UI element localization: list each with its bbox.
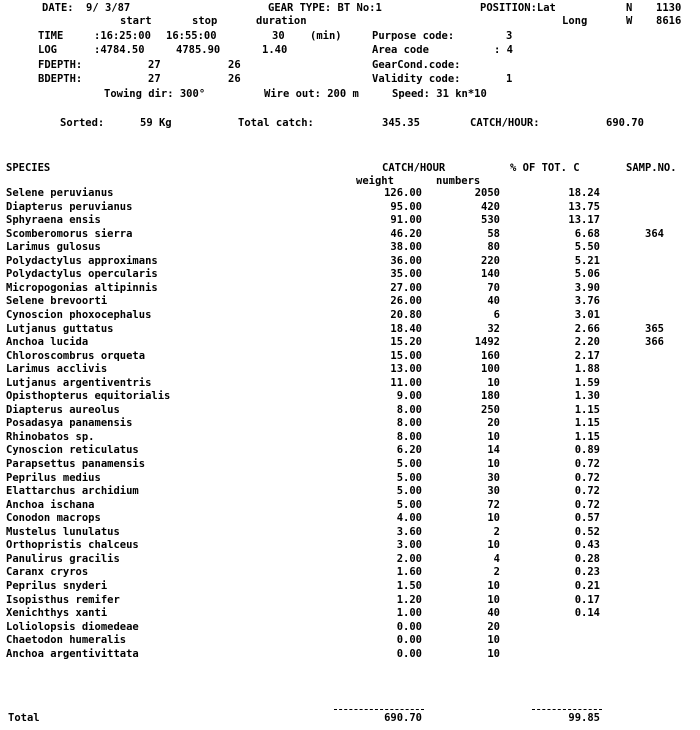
catch-numbers: 58 bbox=[487, 228, 500, 240]
catch-numbers: 20 bbox=[487, 621, 500, 633]
date-value: 9/ 3/87 bbox=[86, 2, 131, 14]
catch-numbers: 160 bbox=[481, 350, 500, 362]
lat-hemisphere: N bbox=[626, 2, 633, 14]
total-weight: 690.70 bbox=[384, 712, 422, 724]
species-name: Parapsettus panamensis bbox=[6, 458, 146, 470]
pct-of-total: 0.72 bbox=[574, 458, 600, 470]
pct-of-total: 18.24 bbox=[568, 187, 600, 199]
catch-numbers: 140 bbox=[481, 268, 500, 280]
catch-weight: 0.00 bbox=[396, 648, 422, 660]
catch-weight: 20.80 bbox=[390, 309, 422, 321]
pct-of-total: 2.20 bbox=[574, 336, 600, 348]
species-name: Panulirus gracilis bbox=[6, 553, 120, 565]
species-name: Cynoscion phoxocephalus bbox=[6, 309, 152, 321]
catch-weight: 91.00 bbox=[390, 214, 422, 226]
catch-weight: 6.20 bbox=[396, 444, 422, 456]
col-duration: duration bbox=[256, 15, 307, 27]
catch-numbers: 2050 bbox=[474, 187, 500, 199]
catch-weight: 8.00 bbox=[396, 431, 422, 443]
catch-weight: 5.00 bbox=[396, 458, 422, 470]
long-hemisphere: W bbox=[626, 15, 633, 27]
catch-weight: 15.00 bbox=[390, 350, 422, 362]
catch-numbers: 10 bbox=[487, 594, 500, 606]
pct-of-total: 1.15 bbox=[574, 404, 600, 416]
catch-weight: 46.20 bbox=[390, 228, 422, 240]
species-name: Larimus acclivis bbox=[6, 363, 108, 375]
species-name: Rhinobatos sp. bbox=[6, 431, 95, 443]
catch-numbers: 14 bbox=[487, 444, 500, 456]
species-name: Anchoa argentivittata bbox=[6, 648, 139, 660]
species-name: Conodon macrops bbox=[6, 512, 101, 524]
catch-numbers: 40 bbox=[487, 607, 500, 619]
species-name: Chaetodon humeralis bbox=[6, 634, 127, 646]
catch-numbers: 4 bbox=[493, 553, 500, 565]
wire-out: Wire out: 200 m bbox=[264, 88, 359, 100]
sorted-value: 59 Kg bbox=[140, 117, 172, 129]
catch-weight: 0.00 bbox=[396, 634, 422, 646]
catch-numbers: 10 bbox=[487, 431, 500, 443]
catch-weight: 5.00 bbox=[396, 499, 422, 511]
col-weight: weight bbox=[356, 175, 394, 187]
pct-of-total: 3.90 bbox=[574, 282, 600, 294]
species-name: Xenichthys xanti bbox=[6, 607, 108, 619]
species-name: Scomberomorus sierra bbox=[6, 228, 133, 240]
catch-numbers: 1492 bbox=[474, 336, 500, 348]
catch-weight: 18.40 bbox=[390, 323, 422, 335]
species-name: Micropogonias altipinnis bbox=[6, 282, 158, 294]
log-duration: 1.40 bbox=[262, 44, 288, 56]
catch-weight: 1.00 bbox=[396, 607, 422, 619]
time-unit: (min) bbox=[310, 30, 342, 42]
species-name: Selene brevoorti bbox=[6, 295, 108, 307]
species-name: Orthopristis chalceus bbox=[6, 539, 139, 551]
catch-numbers: 20 bbox=[487, 417, 500, 429]
area-label: Area code bbox=[372, 44, 429, 56]
catch-numbers: 72 bbox=[487, 499, 500, 511]
col-start: start bbox=[120, 15, 152, 27]
catch-hour-label: CATCH/HOUR: bbox=[470, 117, 540, 129]
bdepth-stop: 26 bbox=[228, 73, 241, 85]
time-stop: 16:55:00 bbox=[166, 30, 217, 42]
species-name: Isopisthus remifer bbox=[6, 594, 120, 606]
pct-of-total: 0.72 bbox=[574, 499, 600, 511]
pct-of-total: 5.50 bbox=[574, 241, 600, 253]
purpose-label: Purpose code: bbox=[372, 30, 455, 42]
catch-weight: 5.00 bbox=[396, 472, 422, 484]
pct-of-total: 0.14 bbox=[574, 607, 600, 619]
catch-numbers: 2 bbox=[493, 566, 500, 578]
pct-of-total: 0.43 bbox=[574, 539, 600, 551]
catch-weight: 5.00 bbox=[396, 485, 422, 497]
catch-weight: 11.00 bbox=[390, 377, 422, 389]
species-name: Anchoa ischana bbox=[6, 499, 95, 511]
species-name: Peprilus snyderi bbox=[6, 580, 108, 592]
catch-numbers: 180 bbox=[481, 390, 500, 402]
catch-numbers: 6 bbox=[493, 309, 500, 321]
total-label: Total bbox=[8, 712, 40, 724]
pct-of-total: 1.88 bbox=[574, 363, 600, 375]
species-name: Mustelus lunulatus bbox=[6, 526, 120, 538]
catch-weight: 27.00 bbox=[390, 282, 422, 294]
log-label: LOG bbox=[38, 44, 57, 56]
species-name: Posadasya panamensis bbox=[6, 417, 133, 429]
col-stop: stop bbox=[192, 15, 218, 27]
pct-of-total: 2.66 bbox=[574, 323, 600, 335]
pct-of-total: 1.30 bbox=[574, 390, 600, 402]
catch-numbers: 530 bbox=[481, 214, 500, 226]
bdepth-label: BDEPTH: bbox=[38, 73, 83, 85]
catch-weight: 9.00 bbox=[396, 390, 422, 402]
weight-total-rule bbox=[334, 709, 424, 710]
species-name: Diapterus aureolus bbox=[6, 404, 120, 416]
catch-numbers: 10 bbox=[487, 377, 500, 389]
lat-value: 1130 bbox=[656, 2, 682, 14]
catch-weight: 3.00 bbox=[396, 539, 422, 551]
col-pct-of-total: % OF TOT. C bbox=[510, 162, 580, 174]
catch-numbers: 220 bbox=[481, 255, 500, 267]
species-name: Diapterus peruvianus bbox=[6, 201, 133, 213]
pct-of-total: 0.72 bbox=[574, 485, 600, 497]
catch-weight: 4.00 bbox=[396, 512, 422, 524]
gear-type: GEAR TYPE: BT No:1 bbox=[268, 2, 382, 14]
col-catch-hour: CATCH/HOUR bbox=[382, 162, 446, 174]
time-start: :16:25:00 bbox=[94, 30, 151, 42]
catch-weight: 26.00 bbox=[390, 295, 422, 307]
total-catch-value: 345.35 bbox=[382, 117, 420, 129]
catch-numbers: 30 bbox=[487, 485, 500, 497]
pct-of-total: 5.21 bbox=[574, 255, 600, 267]
total-catch-label: Total catch: bbox=[238, 117, 314, 129]
species-name: Larimus gulosus bbox=[6, 241, 101, 253]
catch-numbers: 70 bbox=[487, 282, 500, 294]
pct-of-total: 3.76 bbox=[574, 295, 600, 307]
fdepth-label: FDEPTH: bbox=[38, 59, 83, 71]
catch-numbers: 250 bbox=[481, 404, 500, 416]
fdepth-start: 27 bbox=[148, 59, 161, 71]
species-name: Loliolopsis diomedeae bbox=[6, 621, 139, 633]
catch-weight: 38.00 bbox=[390, 241, 422, 253]
gearcond-label: GearCond.code: bbox=[372, 59, 461, 71]
pct-of-total: 0.21 bbox=[574, 580, 600, 592]
species-name: Opisthopterus equitorialis bbox=[6, 390, 171, 402]
pct-total-rule bbox=[532, 709, 602, 710]
catch-numbers: 10 bbox=[487, 580, 500, 592]
position-label: POSITION:Lat bbox=[480, 2, 556, 14]
long-label: Long bbox=[562, 15, 588, 27]
catch-numbers: 10 bbox=[487, 458, 500, 470]
col-species: SPECIES bbox=[6, 162, 51, 174]
catch-numbers: 80 bbox=[487, 241, 500, 253]
catch-weight: 1.20 bbox=[396, 594, 422, 606]
catch-numbers: 2 bbox=[493, 526, 500, 538]
catch-weight: 8.00 bbox=[396, 417, 422, 429]
catch-weight: 126.00 bbox=[384, 187, 422, 199]
col-numbers: numbers bbox=[436, 175, 481, 187]
catch-numbers: 10 bbox=[487, 512, 500, 524]
validity-value: 1 bbox=[506, 73, 513, 85]
pct-of-total: 0.89 bbox=[574, 444, 600, 456]
pct-of-total: 0.17 bbox=[574, 594, 600, 606]
catch-weight: 36.00 bbox=[390, 255, 422, 267]
species-name: Chloroscombrus orqueta bbox=[6, 350, 146, 362]
species-name: Lutjanus guttatus bbox=[6, 323, 114, 335]
long-value: 8616 bbox=[656, 15, 682, 27]
species-name: Cynoscion reticulatus bbox=[6, 444, 139, 456]
species-name: Anchoa lucida bbox=[6, 336, 89, 348]
catch-numbers: 420 bbox=[481, 201, 500, 213]
pct-of-total: 6.68 bbox=[574, 228, 600, 240]
sample-number: 364 bbox=[645, 228, 664, 240]
fdepth-stop: 26 bbox=[228, 59, 241, 71]
catch-numbers: 100 bbox=[481, 363, 500, 375]
date-label: DATE: bbox=[42, 2, 74, 14]
pct-of-total: 1.59 bbox=[574, 377, 600, 389]
pct-of-total: 5.06 bbox=[574, 268, 600, 280]
pct-of-total: 1.15 bbox=[574, 431, 600, 443]
species-name: Selene peruvianus bbox=[6, 187, 114, 199]
catch-weight: 0.00 bbox=[396, 621, 422, 633]
validity-label: Validity code: bbox=[372, 73, 461, 85]
time-duration: 30 bbox=[272, 30, 285, 42]
pct-of-total: 13.17 bbox=[568, 214, 600, 226]
pct-of-total: 13.75 bbox=[568, 201, 600, 213]
catch-weight: 1.50 bbox=[396, 580, 422, 592]
catch-weight: 13.00 bbox=[390, 363, 422, 375]
catch-numbers: 32 bbox=[487, 323, 500, 335]
catch-hour-value: 690.70 bbox=[606, 117, 644, 129]
total-pct: 99.85 bbox=[568, 712, 600, 724]
area-value: : 4 bbox=[494, 44, 513, 56]
purpose-value: 3 bbox=[506, 30, 513, 42]
catch-weight: 8.00 bbox=[396, 404, 422, 416]
pct-of-total: 0.57 bbox=[574, 512, 600, 524]
catch-numbers: 40 bbox=[487, 295, 500, 307]
catch-numbers: 10 bbox=[487, 539, 500, 551]
catch-weight: 1.60 bbox=[396, 566, 422, 578]
bdepth-start: 27 bbox=[148, 73, 161, 85]
pct-of-total: 0.52 bbox=[574, 526, 600, 538]
speed: Speed: 31 kn*10 bbox=[392, 88, 487, 100]
sample-number: 366 bbox=[645, 336, 664, 348]
sample-number: 365 bbox=[645, 323, 664, 335]
catch-weight: 95.00 bbox=[390, 201, 422, 213]
log-start: :4784.50 bbox=[94, 44, 145, 56]
species-name: Lutjanus argentiventris bbox=[6, 377, 152, 389]
pct-of-total: 0.28 bbox=[574, 553, 600, 565]
pct-of-total: 0.72 bbox=[574, 472, 600, 484]
time-label: TIME bbox=[38, 30, 64, 42]
species-name: Polydactylus approximans bbox=[6, 255, 158, 267]
catch-weight: 2.00 bbox=[396, 553, 422, 565]
pct-of-total: 2.17 bbox=[574, 350, 600, 362]
pct-of-total: 1.15 bbox=[574, 417, 600, 429]
species-name: Polydactylus opercularis bbox=[6, 268, 158, 280]
catch-weight: 15.20 bbox=[390, 336, 422, 348]
col-sample-no: SAMP.NO. bbox=[626, 162, 677, 174]
sorted-label: Sorted: bbox=[60, 117, 105, 129]
catch-numbers: 10 bbox=[487, 648, 500, 660]
species-name: Peprilus medius bbox=[6, 472, 101, 484]
pct-of-total: 3.01 bbox=[574, 309, 600, 321]
catch-numbers: 10 bbox=[487, 634, 500, 646]
species-name: Caranx cryros bbox=[6, 566, 89, 578]
catch-weight: 35.00 bbox=[390, 268, 422, 280]
towing-direction: Towing dir: 300° bbox=[104, 88, 206, 100]
pct-of-total: 0.23 bbox=[574, 566, 600, 578]
log-stop: 4785.90 bbox=[176, 44, 221, 56]
species-name: Sphyraena ensis bbox=[6, 214, 101, 226]
catch-weight: 3.60 bbox=[396, 526, 422, 538]
catch-numbers: 30 bbox=[487, 472, 500, 484]
species-name: Elattarchus archidium bbox=[6, 485, 139, 497]
